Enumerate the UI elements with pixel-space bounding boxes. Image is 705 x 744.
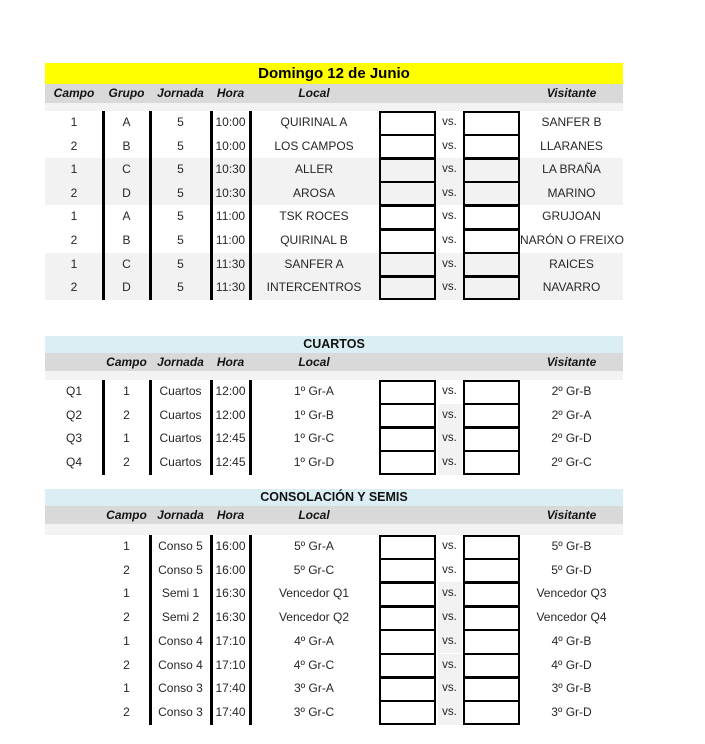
cell-campo: 2 (70, 233, 78, 247)
vs-label: vs. (442, 705, 457, 718)
vs-label: vs. (442, 432, 457, 445)
cell-label: Q3 (65, 431, 82, 446)
cell-campo: 1 (123, 431, 130, 446)
score-box-visitante[interactable] (463, 276, 520, 300)
column-header-visitante: Visitante (546, 86, 597, 100)
cell-hora: 16:00 (215, 539, 246, 553)
cell-visitante: Vencedor Q3 (536, 586, 607, 601)
cell-hora: 10:30 (215, 162, 246, 177)
cell-local: QUIRINAL B (280, 233, 348, 247)
column-header-campo: Campo (106, 508, 147, 522)
cell-local: INTERCENTROS (266, 280, 362, 295)
score-box-visitante[interactable] (463, 380, 520, 404)
score-box-visitante[interactable] (463, 451, 520, 475)
cell-visitante: SANFER B (541, 115, 602, 129)
cell-label: Q2 (65, 407, 82, 422)
cell-visitante: RAICES (549, 256, 594, 271)
score-box-local[interactable] (379, 701, 436, 725)
score-box-visitante[interactable] (463, 404, 520, 428)
consolacion-title: CONSOLACIÓN Y SEMIS (45, 489, 623, 506)
cell-jornada: Conso 3 (158, 681, 203, 696)
cell-visitante: 3º Gr-D (551, 704, 592, 719)
vs-label: vs. (442, 563, 457, 576)
column-header-local: Local (298, 508, 330, 522)
vs-label: vs. (442, 234, 457, 246)
cell-jornada: 5 (177, 162, 184, 177)
vs-label: vs. (442, 658, 457, 671)
cell-visitante: 2º Gr-D (551, 431, 592, 446)
score-box-local[interactable] (379, 205, 436, 229)
score-box-local[interactable] (379, 451, 436, 475)
cell-campo: 1 (123, 384, 130, 398)
cell-campo: 1 (70, 256, 78, 271)
cell-hora: 10:00 (215, 115, 246, 129)
score-box-visitante[interactable] (463, 606, 520, 630)
cell-campo: 1 (123, 633, 130, 648)
cell-visitante: NARÓN O FREIXO (520, 233, 625, 247)
cell-grupo: D (122, 280, 131, 295)
cell-jornada: Cuartos (159, 431, 202, 446)
cell-visitante: 2º Gr-B (551, 384, 592, 398)
score-box-visitante[interactable] (463, 205, 520, 229)
vs-label: vs. (442, 257, 457, 270)
cuartos-gap-strip (45, 371, 623, 380)
cell-jornada: Conso 4 (158, 657, 203, 672)
cell-campo: 1 (123, 681, 130, 696)
cell-hora: 16:00 (215, 562, 246, 577)
score-box-local[interactable] (379, 253, 436, 277)
cell-visitante: 2º Gr-C (551, 454, 592, 469)
vs-label: vs. (442, 385, 457, 397)
score-box-visitante[interactable] (463, 677, 520, 701)
vs-label: vs. (442, 682, 457, 695)
cell-visitante: GRUJOAN (542, 209, 601, 224)
score-box-visitante[interactable] (463, 427, 520, 451)
cell-visitante: NAVARRO (542, 280, 601, 295)
cell-grupo: B (122, 233, 131, 247)
cell-local: Vencedor Q2 (278, 610, 350, 625)
cell-campo: 1 (123, 539, 130, 553)
cell-grupo: B (122, 138, 131, 153)
vs-label: vs. (442, 455, 457, 468)
cell-local: 1º Gr-A (294, 384, 334, 398)
cell-jornada: Conso 3 (158, 704, 203, 719)
column-header-jornada: Jornada (157, 86, 204, 100)
cell-local: 4º Gr-A (294, 633, 334, 648)
score-box-visitante[interactable] (463, 559, 520, 583)
cell-local: AROSA (292, 185, 335, 200)
cell-local: 4º Gr-C (293, 657, 335, 672)
cell-jornada: 5 (177, 185, 184, 200)
cell-jornada: 5 (177, 115, 184, 129)
cell-visitante: 2º Gr-A (551, 407, 592, 422)
cell-jornada: 5 (177, 233, 184, 247)
cell-hora: 17:10 (215, 633, 246, 648)
vs-label: vs. (442, 186, 457, 199)
cell-hora: 17:40 (215, 704, 246, 719)
score-box-local[interactable] (379, 677, 436, 701)
cell-campo: 2 (123, 407, 130, 422)
cell-campo: 2 (123, 704, 130, 719)
column-header-campo: Campo (53, 86, 95, 100)
vs-label: vs. (442, 281, 457, 294)
score-box-local[interactable] (379, 630, 436, 654)
score-box-visitante[interactable] (463, 135, 520, 159)
cell-campo: 2 (70, 185, 78, 200)
cell-local: QUIRINAL A (280, 115, 348, 129)
cell-jornada: Conso 5 (158, 539, 203, 553)
vs-label: vs. (442, 116, 457, 128)
cell-grupo: C (122, 162, 131, 177)
cell-jornada: Cuartos (159, 407, 202, 422)
cell-label: Q4 (65, 454, 82, 469)
cell-grupo: D (122, 185, 131, 200)
cell-local: 3º Gr-A (294, 681, 334, 696)
column-header-jornada: Jornada (157, 508, 204, 522)
cell-jornada: Cuartos (159, 454, 202, 469)
cell-hora: 17:10 (215, 657, 246, 672)
cell-local: ALLER (294, 162, 334, 177)
cell-hora: 12:00 (215, 407, 246, 422)
cell-visitante: 3º Gr-B (551, 681, 592, 696)
score-box-local[interactable] (379, 158, 436, 182)
column-header-local: Local (298, 86, 330, 100)
vs-label: vs. (442, 163, 457, 176)
score-box-local[interactable] (379, 582, 436, 606)
column-header-jornada: Jornada (157, 355, 204, 369)
cell-visitante: 5º Gr-D (551, 562, 592, 577)
score-box-visitante[interactable] (463, 229, 520, 253)
cell-grupo: C (122, 256, 131, 271)
score-box-local[interactable] (379, 535, 436, 559)
cell-jornada: Cuartos (159, 384, 202, 398)
cell-campo: 2 (123, 454, 130, 469)
cell-visitante: 5º Gr-B (551, 539, 592, 553)
cell-campo: 1 (70, 115, 78, 129)
score-box-local[interactable] (379, 427, 436, 451)
cell-campo: 2 (123, 610, 130, 625)
score-box-local[interactable] (379, 654, 436, 678)
cell-campo: 1 (70, 162, 78, 177)
cuartos-title: CUARTOS (45, 336, 623, 353)
column-header-grupo: Grupo (108, 86, 145, 100)
cell-jornada: 5 (177, 256, 184, 271)
column-header-campo: Campo (106, 355, 147, 369)
column-header-hora: Hora (216, 508, 245, 522)
cell-hora: 12:45 (215, 454, 246, 469)
domingo-title: Domingo 12 de Junio (45, 63, 623, 84)
cell-campo: 2 (70, 138, 78, 153)
cell-local: 1º Gr-C (293, 431, 335, 446)
score-box-visitante[interactable] (463, 701, 520, 725)
cell-hora: 11:30 (215, 256, 246, 271)
cell-campo: 2 (70, 280, 78, 295)
cell-hora: 16:30 (215, 610, 246, 625)
cell-local: 5º Gr-A (294, 539, 334, 553)
cell-grupo: A (122, 209, 131, 224)
score-box-local[interactable] (379, 559, 436, 583)
score-box-local[interactable] (379, 111, 436, 135)
score-box-local[interactable] (379, 380, 436, 404)
cell-hora: 10:00 (215, 138, 246, 153)
cell-hora: 11:00 (215, 233, 246, 247)
cell-local: SANFER A (284, 256, 344, 271)
score-box-visitante[interactable] (463, 253, 520, 277)
score-box-visitante[interactable] (463, 158, 520, 182)
cell-local: LOS CAMPOS (274, 138, 354, 153)
cell-hora: 16:30 (215, 586, 246, 601)
column-header-hora: Hora (216, 355, 245, 369)
vs-label: vs. (442, 210, 457, 223)
cell-campo: 1 (70, 209, 78, 224)
column-header-visitante: Visitante (546, 508, 597, 522)
score-box-local[interactable] (379, 182, 436, 206)
cell-jornada: Semi 1 (161, 586, 200, 601)
cell-visitante: 4º Gr-D (551, 657, 592, 672)
cell-campo: 2 (123, 562, 130, 577)
cell-hora: 11:00 (215, 209, 246, 224)
score-box-visitante[interactable] (463, 582, 520, 606)
vs-label: vs. (442, 587, 457, 600)
score-box-visitante[interactable] (463, 535, 520, 559)
cell-grupo: A (122, 115, 131, 129)
score-box-visitante[interactable] (463, 182, 520, 206)
cell-local: 1º Gr-B (294, 407, 334, 422)
score-box-local[interactable] (379, 229, 436, 253)
cell-hora: 10:30 (215, 185, 246, 200)
vs-label: vs. (442, 540, 457, 552)
cell-campo: 1 (123, 586, 130, 601)
cell-label: Q1 (65, 384, 82, 398)
cell-visitante: LLARANES (540, 138, 603, 153)
column-header-visitante: Visitante (546, 355, 597, 369)
score-box-local[interactable] (379, 135, 436, 159)
cell-local: 1º Gr-D (293, 454, 335, 469)
cell-visitante: LA BRAÑA (542, 162, 601, 177)
vs-label: vs. (442, 634, 457, 647)
cell-jornada: Conso 5 (158, 562, 203, 577)
vs-label: vs. (442, 408, 457, 421)
score-box-visitante[interactable] (463, 630, 520, 654)
column-header-hora: Hora (216, 86, 245, 100)
cell-jornada: Conso 4 (158, 633, 203, 648)
score-box-local[interactable] (379, 276, 436, 300)
vs-label: vs. (442, 611, 457, 624)
cell-visitante: MARINO (547, 185, 596, 200)
cell-visitante: Vencedor Q4 (536, 610, 607, 625)
consolacion-gap-strip (45, 524, 623, 535)
cell-hora: 17:40 (215, 681, 246, 696)
score-box-visitante[interactable] (463, 654, 520, 678)
score-box-local[interactable] (379, 606, 436, 630)
cell-local: TSK ROCES (279, 209, 349, 224)
cell-local: Vencedor Q1 (278, 586, 350, 601)
domingo-gap-strip (45, 103, 623, 111)
cell-hora: 12:00 (215, 384, 246, 398)
cell-jornada: 5 (177, 280, 184, 295)
cell-local: 5º Gr-C (293, 562, 335, 577)
cell-jornada: 5 (177, 209, 184, 224)
cell-hora: 11:30 (215, 280, 246, 295)
cell-jornada: Semi 2 (161, 610, 200, 625)
score-box-visitante[interactable] (463, 111, 520, 135)
cell-hora: 12:45 (215, 431, 246, 446)
cell-local: 3º Gr-C (293, 704, 335, 719)
vs-label: vs. (442, 139, 457, 152)
cell-visitante: 4º Gr-B (551, 633, 592, 648)
cell-jornada: 5 (177, 138, 184, 153)
cell-campo: 2 (123, 657, 130, 672)
column-header-local: Local (298, 355, 330, 369)
score-box-local[interactable] (379, 404, 436, 428)
